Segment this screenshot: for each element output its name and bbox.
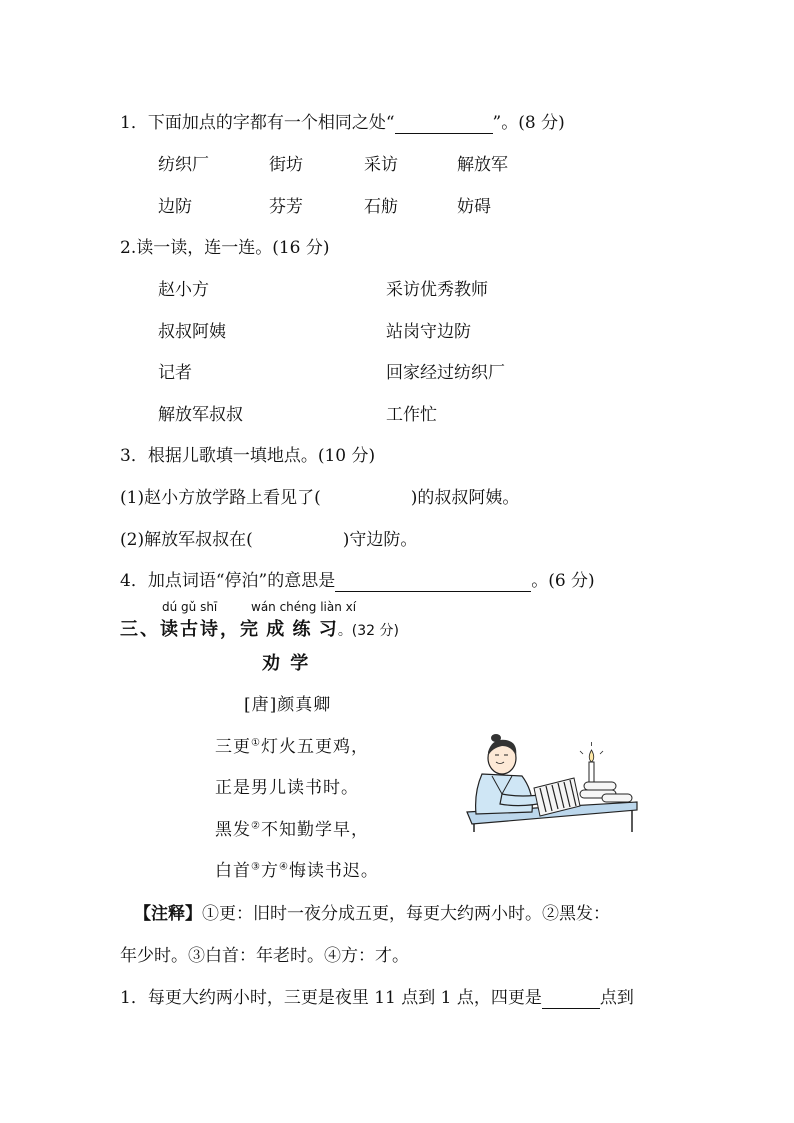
q3-sub1-before: (1)赵小方放学路上看见了( <box>120 488 321 508</box>
poem-line-part: 白首 <box>215 861 251 881</box>
footnote-mark: ① <box>251 737 261 749</box>
q2-right-item[interactable]: 采访优秀教师 <box>386 280 488 300</box>
q2-right-item[interactable]: 工作忙 <box>386 405 437 425</box>
q3-sub1-answer-space[interactable] <box>321 488 411 508</box>
poem-line <box>215 815 369 840</box>
q3-sub2-after: )守边防。 <box>342 530 418 550</box>
q2-right-item[interactable]: 站岗守边防 <box>386 322 471 342</box>
q2-right-item[interactable]: 回家经过纺织厂 <box>386 363 505 383</box>
q1-word: 芬芳 <box>269 197 303 217</box>
part3-q1-after: 点到 <box>599 988 634 1008</box>
poem-line-part: 黑发 <box>215 820 251 840</box>
pinyin-du-gu-shi: dú gǔ shī <box>162 600 218 614</box>
q1-word: 妨碍 <box>457 197 491 217</box>
part3-q1-answer-blank[interactable] <box>542 988 600 1009</box>
section-3-heading <box>120 615 399 641</box>
poem-line <box>215 732 369 757</box>
notes-label: 【注释】 <box>134 904 202 924</box>
poem-line-part: 正是男儿读书时。 <box>215 778 359 798</box>
q3-sub2 <box>120 525 417 550</box>
poem-line-part: 悔读书迟。 <box>288 861 379 881</box>
q3-sub1 <box>120 483 519 508</box>
poem-author: [唐]颜真卿 <box>244 695 332 715</box>
q3-sub1-after: )的叔叔阿姨。 <box>410 488 520 508</box>
q1-line <box>120 108 565 134</box>
q4-before: 4．加点词语“停泊”的意思是 <box>120 571 336 591</box>
q3-title: 3．根据儿歌填一填地点。(10 分) <box>120 446 376 466</box>
notes-text-1: ①更：旧时一夜分成五更，每更大约两小时。②黑发： <box>202 904 610 924</box>
q2-left-item[interactable]: 叔叔阿姨 <box>158 322 226 342</box>
section-3-heading-b: 完 成 练 习 <box>240 619 338 640</box>
q4-after: 。(6 分) <box>531 571 595 591</box>
q2-left-item[interactable]: 解放军叔叔 <box>158 405 243 425</box>
poem-line-part: 方 <box>260 861 279 881</box>
pinyin-wan-cheng-lian-xi: wán chéng liàn xí <box>251 600 357 614</box>
q1-text-after: ”。(8 分) <box>492 113 565 133</box>
poem-line <box>215 856 379 881</box>
part3-q1-before: 1．每更大约两小时，三更是夜里 11 点到 1 点，四更是 <box>120 988 542 1008</box>
q1-word: 街坊 <box>269 155 303 175</box>
q1-word: 边防 <box>158 197 192 217</box>
section-3-score: 。(32 分) <box>337 623 400 639</box>
footnote-mark: ② <box>251 820 261 832</box>
q4-answer-blank[interactable] <box>335 571 531 592</box>
q1-word: 解放军 <box>457 155 508 175</box>
q2-title: 2.读一读，连一连。(16 分) <box>120 238 330 258</box>
q3-sub2-before: (2)解放军叔叔在( <box>120 530 253 550</box>
q1-word: 石舫 <box>364 197 398 217</box>
q1-answer-blank[interactable] <box>395 113 493 134</box>
poem-title: 劝 学 <box>262 653 311 674</box>
section-3-heading-a: 三、读古诗， <box>120 619 240 640</box>
q2-left-item[interactable]: 记者 <box>158 363 192 383</box>
footnote-mark: ③ <box>251 861 261 873</box>
student-reading-scroll-icon <box>462 732 642 834</box>
poem-line <box>215 773 359 798</box>
q1-word: 纺织厂 <box>158 155 209 175</box>
q1-word: 采访 <box>364 155 398 175</box>
q1-number: 1． <box>120 113 148 133</box>
notes-line-1 <box>134 899 610 924</box>
q2-left-item[interactable]: 赵小方 <box>158 280 209 300</box>
poem-line-part: 灯火五更鸡， <box>260 737 369 757</box>
notes-line-2: 年少时。③白首：年老时。④方：才。 <box>120 946 409 966</box>
poem-line-part: 不知勤学早， <box>260 820 369 840</box>
q3-sub2-answer-space[interactable] <box>253 530 343 550</box>
q4-line <box>120 566 595 592</box>
footnote-mark: ④ <box>278 861 289 873</box>
q1-text-before: 下面加点的字都有一个相同之处“ <box>147 113 395 133</box>
part3-q1-line <box>120 983 634 1009</box>
poem-line-part: 三更 <box>215 737 251 757</box>
